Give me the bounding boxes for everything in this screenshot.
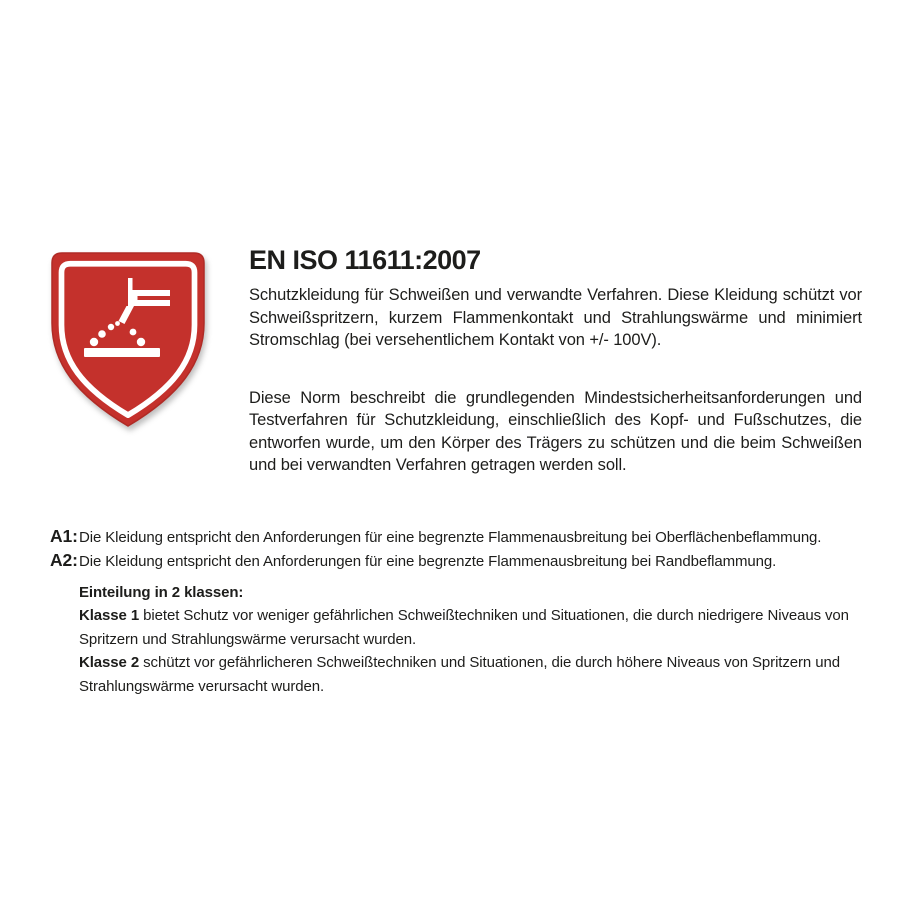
classes-heading: Einteilung in 2 klassen: [79,584,244,601]
annex-a1-row [50,525,870,549]
classes-block [79,581,870,698]
standard-description-column [249,244,862,477]
annex-a2-row [50,549,870,573]
annex-a1-label: A1: [50,526,78,546]
intro-paragraph-2: Diese Norm beschreibt die grundlegenden Mindestsicherheitsanforderungen und Testverfahren für Schutzkleidung, einschließlich des Kopf- und Fußschutzes, die entworfen wurde, um den Körper des Trägers zu schützen und die beim Schweißen und bei verwandten Verfahren getragen werden soll. [249,388,862,474]
intro-paragraph-1: Schutzkleidung für Schweißen und verwandte Verfahren. Diese Kleidung schützt vor Schweißspritzern, kurzem Flammenkontakt und Strahlungswärme und minimiert Stromschlag (bei versehentlichem Kontakt von +/- 100V). [249,286,862,349]
klasse-2-paragraph [79,651,870,698]
klasse-1-paragraph [79,604,870,651]
annex-a2-label: A2: [50,550,78,570]
annex-a1-text: Die Kleidung entspricht den Anforderungen für eine begrenzte Flammenausbreitung bei Oberflächenbeflammung. [79,529,822,546]
welding-torch-shield-icon [44,249,212,430]
annex-a2-text: Die Kleidung entspricht den Anforderungen für eine begrenzte Flammenausbreitung bei Randbeflammung. [79,553,777,570]
standard-title: EN ISO 11611:2007 [249,245,481,275]
klasse-1-text: bietet Schutz vor weniger gefährlichen Schweißtechniken und Situationen, die durch niedrigere Niveaus von Spritzern und Strahlungswärme verursacht wurden. [79,607,849,648]
klasse-1-label: Klasse 1 [79,607,140,624]
klasse-2-label: Klasse 2 [79,654,140,671]
klasse-2-text: schützt vor gefährlicheren Schweißtechniken und Situationen, die durch höhere Niveaus von Spritzern und Strahlungswärme verursacht wurden. [79,654,840,695]
annex-and-classes-section [50,525,870,698]
